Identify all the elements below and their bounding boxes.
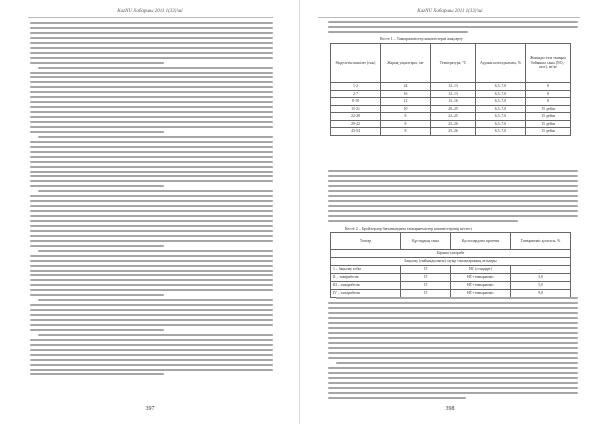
- table-cell: 23–26: [431, 120, 476, 128]
- text-line: [30, 96, 273, 98]
- table-cell: 1 – бақылау тобы: [331, 266, 401, 274]
- table-cell: 15 дейін: [526, 113, 571, 121]
- text-line: [30, 52, 273, 54]
- table-cell: 15: [401, 266, 451, 274]
- text-line: [30, 373, 164, 375]
- text-line: [328, 387, 578, 389]
- text-line: [38, 67, 273, 69]
- text-line: [30, 175, 273, 177]
- table-cell: 15: [401, 274, 451, 282]
- table-cell: 13–16: [431, 98, 476, 106]
- table-cell: 15 дейін: [526, 120, 571, 128]
- text-line: [328, 205, 578, 207]
- table-span-row: [331, 258, 571, 266]
- table-cell: 6,5–7,0: [476, 105, 526, 113]
- text-line: [328, 332, 578, 334]
- text-line: [30, 260, 273, 262]
- text-line: [30, 369, 273, 371]
- table-cell: НС (стандарт): [451, 266, 511, 274]
- text-line: [328, 317, 578, 319]
- text-line: [30, 349, 273, 351]
- table-cell: НС+тамыржеміс: [451, 274, 511, 282]
- text-line: [328, 31, 468, 33]
- table-cell: III – тәжірибелік: [331, 282, 401, 290]
- data-table: [330, 43, 571, 136]
- text-line: [328, 377, 578, 379]
- table-cell: 3,0: [511, 274, 571, 282]
- page-header: KazNU Хабаршы 2011 1(33)'ші: [417, 9, 483, 14]
- table-cell: 8: [381, 113, 431, 121]
- text-line: [30, 42, 273, 44]
- text-line: [30, 91, 273, 93]
- text-line: [30, 344, 273, 346]
- table-row: [331, 282, 571, 290]
- table-cell: Бірінші тәжірибе: [331, 250, 571, 258]
- table-cell: 10: [381, 105, 431, 113]
- text-line: [30, 205, 273, 207]
- data-table: [330, 232, 571, 298]
- table-cell: 20–25: [431, 105, 476, 113]
- table-cell: 16: [381, 90, 431, 98]
- table-cell: 8: [381, 128, 431, 136]
- text-line: [30, 76, 273, 78]
- table-cell: 12–13: [431, 83, 476, 91]
- column-header: Тамыржеміс қоспасы, %: [511, 233, 571, 250]
- table-cell: 12–13: [431, 90, 476, 98]
- text-line: [30, 151, 273, 153]
- text-line: [30, 220, 273, 222]
- table-cell: 15: [401, 290, 451, 298]
- text-line: [30, 27, 273, 29]
- text-line: [38, 334, 273, 336]
- text-line: [30, 81, 273, 83]
- text-line: [328, 195, 578, 197]
- table-cell: 6,5–7,0: [476, 113, 526, 121]
- text-line: [30, 72, 273, 74]
- table-caption: Кесте 1 – Тамыржемістер көкөністерін жақсарту: [380, 36, 463, 41]
- text-line: [30, 359, 273, 361]
- text-line: [328, 352, 578, 354]
- text-line: [30, 185, 164, 187]
- text-line: [328, 392, 578, 394]
- table-header-row: [331, 233, 571, 250]
- table-cell: 43-54: [331, 128, 381, 136]
- text-line: [30, 180, 273, 182]
- text-line: [336, 362, 578, 364]
- text-line: [30, 166, 273, 168]
- table-cell: 9,0: [511, 290, 571, 298]
- text-line: [328, 215, 578, 217]
- text-line: [328, 210, 578, 212]
- text-line: [328, 372, 578, 374]
- column-header: Құстардың саны: [401, 233, 451, 250]
- text-line: [30, 37, 273, 39]
- text-line: [30, 131, 164, 133]
- text-line: [30, 304, 273, 306]
- column-header: Жиынды таза тамыры бойынша саны (NO₃-азот), мг/кг: [526, 44, 571, 83]
- text-line: [30, 270, 273, 272]
- column-header: Ауданы ылғалдылығы, %: [476, 44, 526, 83]
- text-line: [328, 175, 578, 177]
- text-line: [30, 319, 273, 321]
- table-cell: 15 дейін: [526, 128, 571, 136]
- text-line: [30, 215, 273, 217]
- text-line: [30, 32, 273, 34]
- table-cell: 15-21: [331, 105, 381, 113]
- table-cell: 22–25: [431, 113, 476, 121]
- table-row: [331, 113, 571, 121]
- text-line: [30, 255, 273, 257]
- table-cell: 8: [381, 120, 431, 128]
- table-cell: 2-7: [331, 90, 381, 98]
- table-cell: НС+тамыржеміс: [451, 282, 511, 290]
- text-line: [30, 354, 273, 356]
- text-line: [328, 347, 578, 349]
- text-line: [38, 250, 273, 252]
- text-line: [30, 245, 164, 247]
- text-line: [336, 297, 578, 299]
- table-cell: 6,5–7,0: [476, 120, 526, 128]
- text-line: [38, 136, 273, 138]
- table-cell: 15: [401, 282, 451, 290]
- table-cell: 22-28: [331, 113, 381, 121]
- text-line: [30, 279, 273, 281]
- text-line: [30, 22, 273, 24]
- table-row: [331, 266, 571, 274]
- text-line: [30, 161, 273, 163]
- text-line: [30, 235, 273, 237]
- text-line: [328, 200, 578, 202]
- text-line: [30, 111, 273, 113]
- text-line: [328, 26, 578, 28]
- text-line: [328, 337, 578, 339]
- text-line: [30, 62, 164, 64]
- text-line: [30, 156, 273, 158]
- table-row: [331, 274, 571, 282]
- table-cell: 8-10: [331, 98, 381, 106]
- table-cell: 24: [381, 83, 431, 91]
- text-line: [328, 185, 578, 187]
- text-line: [328, 307, 578, 309]
- text-line: [30, 200, 273, 202]
- table-header-row: [331, 44, 571, 83]
- page-header: KazNU Хабаршы 2011 1(33)'ші: [117, 9, 183, 14]
- text-line: [30, 47, 273, 49]
- right-page: [300, 0, 600, 424]
- text-line: [30, 141, 273, 143]
- column-header: Қоспалардағы протеин: [451, 233, 511, 250]
- text-line: [328, 21, 578, 23]
- text-line: [30, 339, 273, 341]
- text-line: [30, 364, 273, 366]
- text-line: [30, 309, 273, 311]
- table-caption: Кесте 2 – Бройлерлер бағынындағы тамыржемістер көкөністерінің кестесі: [345, 226, 473, 231]
- table-cell: 8: [526, 90, 571, 98]
- text-line: [30, 294, 164, 296]
- text-line: [30, 265, 273, 267]
- text-line: [328, 220, 518, 222]
- table-cell: 6,5–7,0: [476, 128, 526, 136]
- text-line: [38, 190, 273, 192]
- text-line: [328, 322, 578, 324]
- table-row: [331, 90, 571, 98]
- text-line: [30, 225, 273, 227]
- table-cell: 6,5–7,0: [476, 90, 526, 98]
- text-line: [30, 210, 273, 212]
- table-cell: –: [511, 266, 571, 274]
- table-row: [331, 128, 571, 136]
- table-row: [331, 105, 571, 113]
- table-cell: 8: [526, 98, 571, 106]
- text-line: [30, 121, 273, 123]
- table-cell: II – тәжірибелік: [331, 274, 401, 282]
- table-cell: НС+тамыржеміс: [451, 290, 511, 298]
- text-line: [30, 146, 273, 148]
- table-cell: Бақылау (сыйымдылығы) сауыр тауықтарының ағзалары: [331, 258, 571, 266]
- text-line: [30, 274, 273, 276]
- text-line: [328, 190, 578, 192]
- table-span-row: [331, 250, 571, 258]
- table-cell: 1-2: [331, 83, 381, 91]
- text-line: [328, 170, 578, 172]
- text-line: [30, 101, 273, 103]
- text-line: [328, 312, 578, 314]
- table-cell: 25–26: [431, 128, 476, 136]
- table-row: [331, 120, 571, 128]
- text-line: [30, 284, 273, 286]
- text-line: [30, 106, 273, 108]
- text-line: [328, 302, 578, 304]
- text-line: [30, 240, 273, 242]
- text-line: [328, 342, 578, 344]
- text-line: [328, 397, 466, 399]
- text-line: [328, 382, 578, 384]
- table-row: [331, 98, 571, 106]
- text-line: [30, 314, 273, 316]
- text-line: [328, 357, 578, 359]
- text-line: [38, 299, 273, 301]
- text-line: [328, 367, 578, 369]
- table-cell: 15 дейін: [526, 105, 571, 113]
- text-line: [30, 230, 273, 232]
- table-cell: 8: [526, 83, 571, 91]
- text-line: [328, 180, 578, 182]
- table-row: [331, 83, 571, 91]
- text-line: [30, 195, 273, 197]
- column-header: Жарық уақыттары, сағ: [381, 44, 431, 83]
- text-line: [30, 289, 273, 291]
- column-header: Өңделетін шикізат (тәж): [331, 44, 381, 83]
- text-line: [30, 171, 273, 173]
- text-line: [328, 327, 578, 329]
- table-cell: 5,0: [511, 282, 571, 290]
- table-cell: 29-42: [331, 120, 381, 128]
- column-header: Топтар: [331, 233, 401, 250]
- table-cell: 6,5–7,0: [476, 83, 526, 91]
- text-line: [30, 126, 273, 128]
- page-number: 398: [445, 406, 455, 412]
- page-number: 397: [145, 406, 155, 412]
- table-cell: 6,5–7,0: [476, 98, 526, 106]
- column-header: Температура, °С: [431, 44, 476, 83]
- text-line: [30, 86, 273, 88]
- text-line: [30, 116, 273, 118]
- header-rule: [318, 17, 580, 18]
- table-cell: 12: [381, 98, 431, 106]
- header-rule: [28, 17, 273, 18]
- table-cell: IV – тәжірибелік: [331, 290, 401, 298]
- text-line: [30, 329, 164, 331]
- text-line: [30, 57, 273, 59]
- text-line: [30, 324, 273, 326]
